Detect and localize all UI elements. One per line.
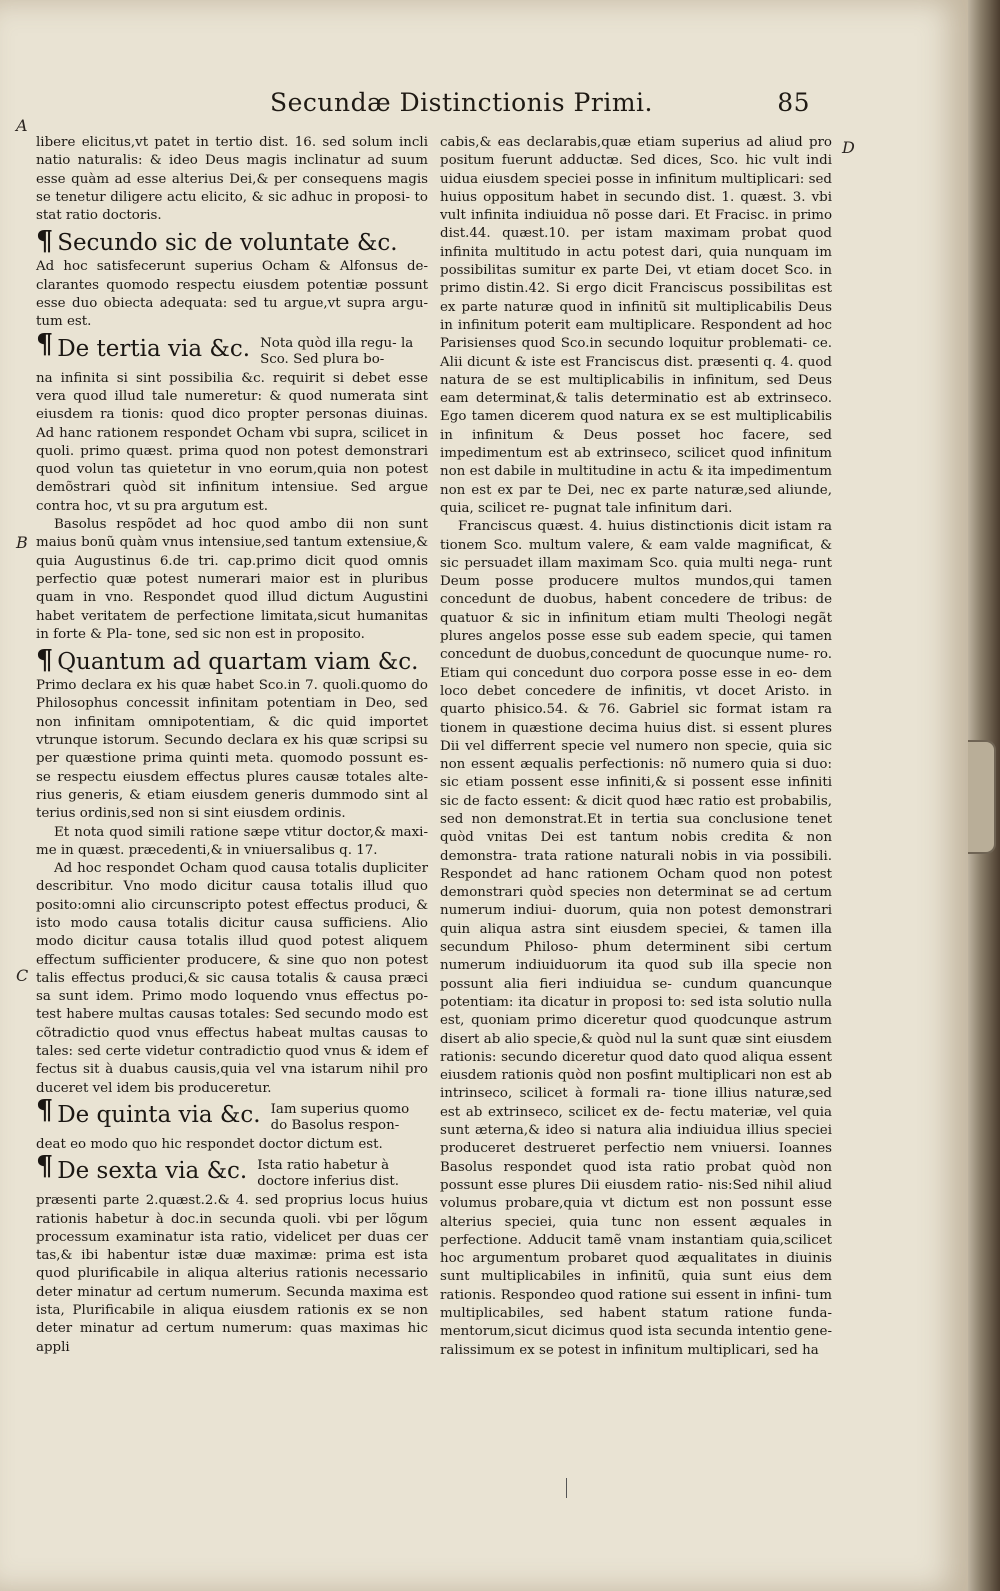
margin-letter-c: C (16, 966, 29, 985)
pilcrow-icon: ¶ (36, 645, 54, 677)
paragraph: Et nota quod simili ratione sæpe vtitur doctor,& maxi- me in quæst. præcedenti,& in vniuersalibus q. 17. (36, 824, 428, 858)
section-heading: ¶ De sexta via &c. Ista ratio habetur à doctore inferius dist. (36, 1151, 399, 1190)
paragraph: Franciscus quæst. 4. huius distinctionis dicit istam ra tionem Sco. multum valere, & eam valde magnificat, & sic persuadet illam maximam Sco. quia multi nega- runt Deum posse producere multos mundos,qui tamen concedunt de duobus, habent concedere de tribus: de quatuor & sic in infinitum etiam multi Theologi negãt plures angelos posse esse sub eadem specie, qui tamen concedunt de duobus,concedunt de quocunque nume- ro. Etiam qui concedunt duo corpora posse esse in eo- dem loco debet concedere de infinitis, vt docet Aristo. in quarto phisico.54. & 76. Gabriel sic format istam ra tionem in quæstione decima huius dist. si essent plures Dii vel differrent specie vel numero non specie, quia sic non essent æqualis perfectionis: nõ numero quia si duo: sic etiam possent esse infiniti,& si possent esse infiniti sic de facto essent: & dicit quod hæc ratio est probabilis, sed non demonstrat.Et in tertia sua conclusione tenet quòd vnitas Dei est tantum nobis credita & non demonstra- trata ratione naturali nobis in via possibili. Respondet ad hanc rationem Ocham quod non potest demonstrari quòd species non determinat se ad certum numerum indiui- duorum, quia non potest demonstrari quin aliqua astra sint eiusdem speciei, & tamen illa secundum Philoso- phum determinent sibi certum numerum indiuiduorum ita quod sub illa specie non possunt alia fieri indiuidua se- cundum quancunque potentiam: ita dicatur in proposi to: sed ista solutio nulla est, quoniam primo diceretur quod quodcunque astrum disert ab alio specie,& quòd nul la sunt quæ sint eiusdem rationis: secundo diceretur quod dato quod aliqua essent eiusdem rationis quòd non posfint multiplicari non est ab intrinseco, scilicet à formali ra- tione illius naturæ,sed est ab extrinseco, scilicet ex de- fectu materiæ, vel quia sunt æterna,& ideo si natura alia indiuidua illius speciei produceret destrueret perfectio nem vniuersi. Ioannes Basolus respondet quod ista ratio probat quòd non possunt esse plures Dii eiusdem ratio- nis:Sed nihil aliud volumus probare,quia vt dictum est non possunt esse alterius speciei, quia tunc non essent æquales in perfectione. Adducit tamẽ vnam instantiam quia,scilicet hoc argumentum probaret quod æqualitates in diuinis sunt multiplicabiles in infinitũ, quia sunt eius dem rationis. Respondeo quod ratione sui essent in infini- tum multiplicabiles, sed habent statum ratione funda- mentorum,sicut dicimus quod ista secunda intentio gene- ralissimum ex se potest in infinitum multiplicari, sed ha (440, 519, 832, 1358)
paragraph: Basolus respõdet ad hoc quod ambo dii non sunt maius bonũ quàm vnus intensiue,sed tantum extensiue,& quia Augustinus 6.de tri. cap.primo dicit quod omnis perfectio quæ potest numerari maior est in pluribus quam in vno. Respondet quod illud dictum Augustini habet veritatem de perfectione limitata,sicut humanitas in forte & Pla- tone, sed sic non est in proposito. (36, 517, 428, 642)
pilcrow-icon: ¶ (36, 1151, 54, 1183)
pilcrow-icon: ¶ (36, 1094, 54, 1126)
section-heading: ¶ Secundo sic de voluntate &c. (36, 226, 398, 258)
margin-letter-d: D (842, 138, 855, 157)
paragraph: Ad hoc satisfecerunt superius Ocham & Alfonsus de- clarantes quomodo respectu eiusdem potentiæ possunt esse duo obiecta adequata: sed tu argue,vt supra argu- tum est. (36, 259, 428, 330)
right-column (440, 134, 832, 1384)
margin-letter-b: B (16, 533, 28, 552)
folio-number: 85 (777, 88, 810, 117)
page-mark (566, 1478, 575, 1498)
paragraph: na infinita si sint possibilia &c. requirit si debet esse vera quod illud tale numeretur: & quod numerata sint eiusdem ra tionis: quod dico propter personas diuinas. Ad hanc rationem respondet Ocham vbi supra, scilicet in quoli. primo quæst. prima quod non potest demonstrari quod volun tas quietetur in vno eorum,quia non potest demõstrari quòd sit infinitum intensiue. Sed argue contra hoc, vt su pra argutum est. (36, 370, 428, 514)
paragraph: præsenti parte 2.quæst.2.& 4. sed proprius locus huius rationis habetur à doc.in secunda quoli. vbi per lõgum processum examinatur ista ratio, videlicet per duas cer tas,& ibi habentur istæ duæ maximæ: prima est ista quod plurificabile in aliqua alterius rationis necessario deter minatur ad certum numerum. Secunda maxima est ista, Plurificabile in aliqua eiusdem rationis ex se non deter minatur ad certum numerum: quas maximas hic appli (36, 1193, 428, 1355)
running-title: Secundæ Distinctionis Primi. (270, 88, 653, 117)
paragraph: Ad hoc respondet Ocham quod causa totalis dupliciter describitur. Vno modo dicitur causa totalis illud quo posito:omni alio circunscripto potest effectus produci, & isto modo causa totalis dicitur causa sufficiens. Alio modo dicitur causa totalis illud quod potest aliquem effectum sufficienter producere, & sine quo non potest talis effectus produci,& sic causa totalis & causa præci sa sunt idem. Primo modo loquendo vnus effectus po- test habere multas causas totales: Sed secundo modo est cõtradictio quod vnus effectus habeat multas causas to tales: sed certe videtur contradictio quod vnus & idem ef fectus sit à duabus causis,quia vel vna istarum nihil pro duceret vel idem bis produceretur. (36, 861, 428, 1096)
section-heading: ¶ De tertia via &c. Nota quòd illa regu- la Sco. Sed plura bo- (36, 328, 414, 367)
pilcrow-icon: ¶ (36, 328, 54, 360)
margin-letter-a: A (16, 116, 28, 135)
paragraph: Primo declara ex his quæ habet Sco.in 7. quoli.quomo do Philosophus concessit infinitam potentiam in Deo, sed non infinitam omnipotentiam, & dic quid importet vtrunque istorum. Secundo declara ex his quæ scripsi su per quæstione prima quinti meta. quomodo possunt es- se respectu eiusdem effectus plures causæ totales alte- rius generis, & etiam eiusdem generis dummodo sint al terius ordinis,sed non si sint eiusdem ordinis. (36, 678, 428, 822)
section-heading: ¶ Quantum ad quartam viam &c. (36, 645, 419, 677)
paragraph: libere elicitus,vt patet in tertio dist. 16. sed solum incli natio naturalis: & ideo Deus magis inclinatur ad suum esse quàm ad esse alterius Dei,& per consequens magis se tenetur diligere actu elicito, & sic adhuc in proposi- to stat ratio doctoris. (36, 135, 428, 224)
paragraph: cabis,& eas declarabis,quæ etiam superius ad aliud pro positum fuerunt adductæ. Sed dices, Sco. hic vult indi uidua eiusdem speciei posse in infinitum multiplicari: sed huius oppositum habet in secundo dist. 1. quæst. 3. vbi vult infinita indiuidua nõ posse dari. Et Fracisc. in primo dist.44. quæst.10. per istam maximam probat quod infinita multitudo in actu potest dari, quia nunquam im possibilitas sumitur ex parte Dei, vt etiam docet Sco. in primo distin.42. Si ergo dicit Franciscus possibilitas est ex parte naturæ quod in infinitũ sit multiplicabilis Deus in infinitum poterit eam multiplicare. Respondent ad hoc Parisienses quod Sco.in secundo loquitur problemati- ce. Alii dicunt & iste est Franciscus dist. præsenti q. 4. quod natura de se est multiplicabilis in infinitum, sed Deus eam determinat,& talis determinatio est ab extrinseco. Ego tamen dicerem quod natura ex se est multiplicabilis in infinitum & Deus posset hoc facere, sed impedimentum est ab extrinseco, scilicet quod infinitum non est dabile in multitudine in actu & ita impedimentum non est ex par te Dei, nec ex parte naturæ,sed aliunde, quia, scilicet re- pugnat tale infinitum dari. (440, 135, 832, 516)
clasp-tab (968, 740, 996, 854)
pilcrow-icon: ¶ (36, 226, 54, 258)
section-heading: ¶ De quinta via &c. Iam superius quomo do Basolus respon- (36, 1094, 410, 1133)
left-column (36, 134, 428, 1384)
running-header (270, 88, 810, 128)
paragraph: deat eo modo quo hic respondet doctor dictum est. (36, 1136, 383, 1152)
